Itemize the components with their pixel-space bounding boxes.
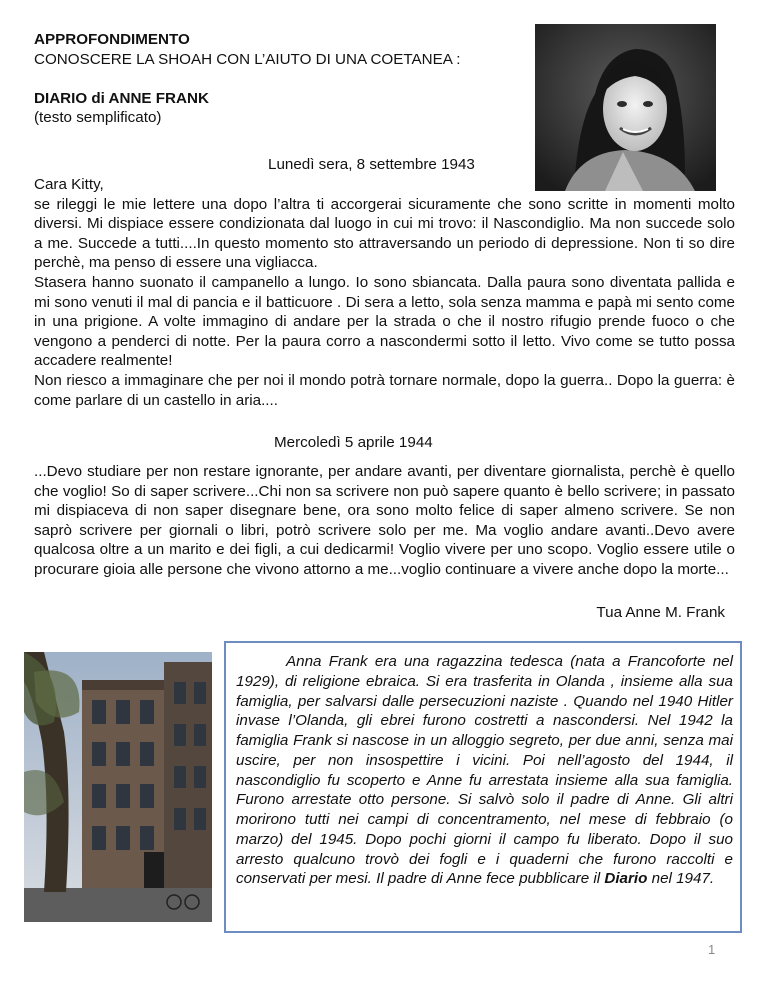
entry-date-2: Mercoledì 5 aprile 1944 [274, 434, 433, 451]
info-text-bold: Diario [604, 870, 648, 888]
info-text-end: nel 1947. [647, 870, 715, 888]
entry-1-paragraph: Non riesco a immaginare che per noi il mondo potrà tornare normale, dopo la guerra.. Dopo la guerra: è come parlare di un castello in aria.... [34, 371, 735, 409]
portrait-illustration [535, 24, 716, 191]
entry-1-greeting: Cara Kitty, [34, 176, 104, 193]
subtitle: CONOSCERE LA SHOAH CON L’AIUTO DI UNA COETANEA : [34, 50, 461, 68]
spacer [34, 69, 524, 89]
info-text [236, 652, 733, 889]
kicker: APPROFONDIMENTO [34, 31, 190, 48]
document-header [34, 30, 524, 128]
entry-1-paragraph: Stasera hanno suonato il campanello a lungo. Io sono sbiancata. Dalla paura sono diventata pallida e mi sono venuti il mal di pancia e il batticuore . Di sera a letto, sola senza mamma e papà mi sento come in una prigione. A volte immagino di andare per la strada o che il nostro rifugio prende fuoco o che vengono a penderci di notte. Per la paura corro a nascondermi sotto il letto. Vivo come se tutto possa accadere realmente! [34, 273, 735, 370]
title-note: (testo semplificato) [34, 109, 162, 127]
info-text-main: Anna Frank era una ragazzina tedesca (nata a Francoforte nel 1929), di religione ebraica. Si era trasferita in Olanda , insieme alla sua famiglia, per salvarsi dalle persecuzioni naziste . Quando nel 1940 Hitler invase l’Olanda, gli ebrei furono costretti a nascondersi. Nel 1942 la famiglia Frank si nascose in un alloggio segreto, per due anni, senza mai uscire, per non insospettire i vicini. Poi nell’agosto del 1944, il nascondiglio fu scoperto e Anne fu arrestata insieme alla sua famiglia. Furono arrestate otto persone. Si salvò solo il padre di Anne. Gli altri morirono tutti nei campi di concentramento, nel mese di febbraio (o marzo) del 1945. Dopo pochi giorni il campo fu liberato. Dopo il suo arresto qualcuno trovò dei fogli e i quaderni che furono raccolti e conservati per mesi. Il padre di Anne fece pubblicare il [236, 653, 733, 888]
signature: Tua Anne M. Frank [596, 604, 725, 621]
entry-date-1: Lunedì sera, 8 settembre 1943 [268, 156, 475, 173]
portrait-photo [535, 24, 716, 191]
diary-entry-2 [34, 462, 735, 580]
entry-1-paragraph: se rileggi le mie lettere una dopo l’altra ti accorgerai sicuramente che sono scritte in momenti molto diversi. Mi dispiace essere condizionata dal luogo in cui mi trovo: il Nascondiglio. Ma non succede solo a me. Succede a tutti....In questo momento sto attraversando un periodo di depressione. Non ti so dire perchè, ma penso di essere una vigliacca. [34, 195, 735, 272]
entry-2-paragraph: ...Devo studiare per non restare ignorante, per andare avanti, per diventare giornalista, perchè è quello che voglio! So di saper scrivere...Chi non sa scrivere non può sapere quanto è bello scrivere; in passato mi dispiaceva di non saper disegnare bene, ora sono molto felice di saper almeno scrivere. Se non saprò scrivere per giornali o libri, potrò scrivere solo per me. Ma voglio andare avanti..Devo avere qualcosa oltre a un marito e dei figli, a cui dedicarmi! Voglio vivere per uno scopo. Voglio essere utile o procurare gioia alle persone che vivono attorno a me...voglio continuare a vivere anche dopo la morte... [34, 463, 735, 578]
diary-entry-1 [34, 175, 735, 410]
info-box [224, 641, 742, 933]
house-photo [24, 652, 212, 922]
canal-house-illustration [24, 652, 212, 922]
document-title: DIARIO di ANNE FRANK [34, 89, 209, 107]
page-number: 1 [708, 942, 716, 957]
